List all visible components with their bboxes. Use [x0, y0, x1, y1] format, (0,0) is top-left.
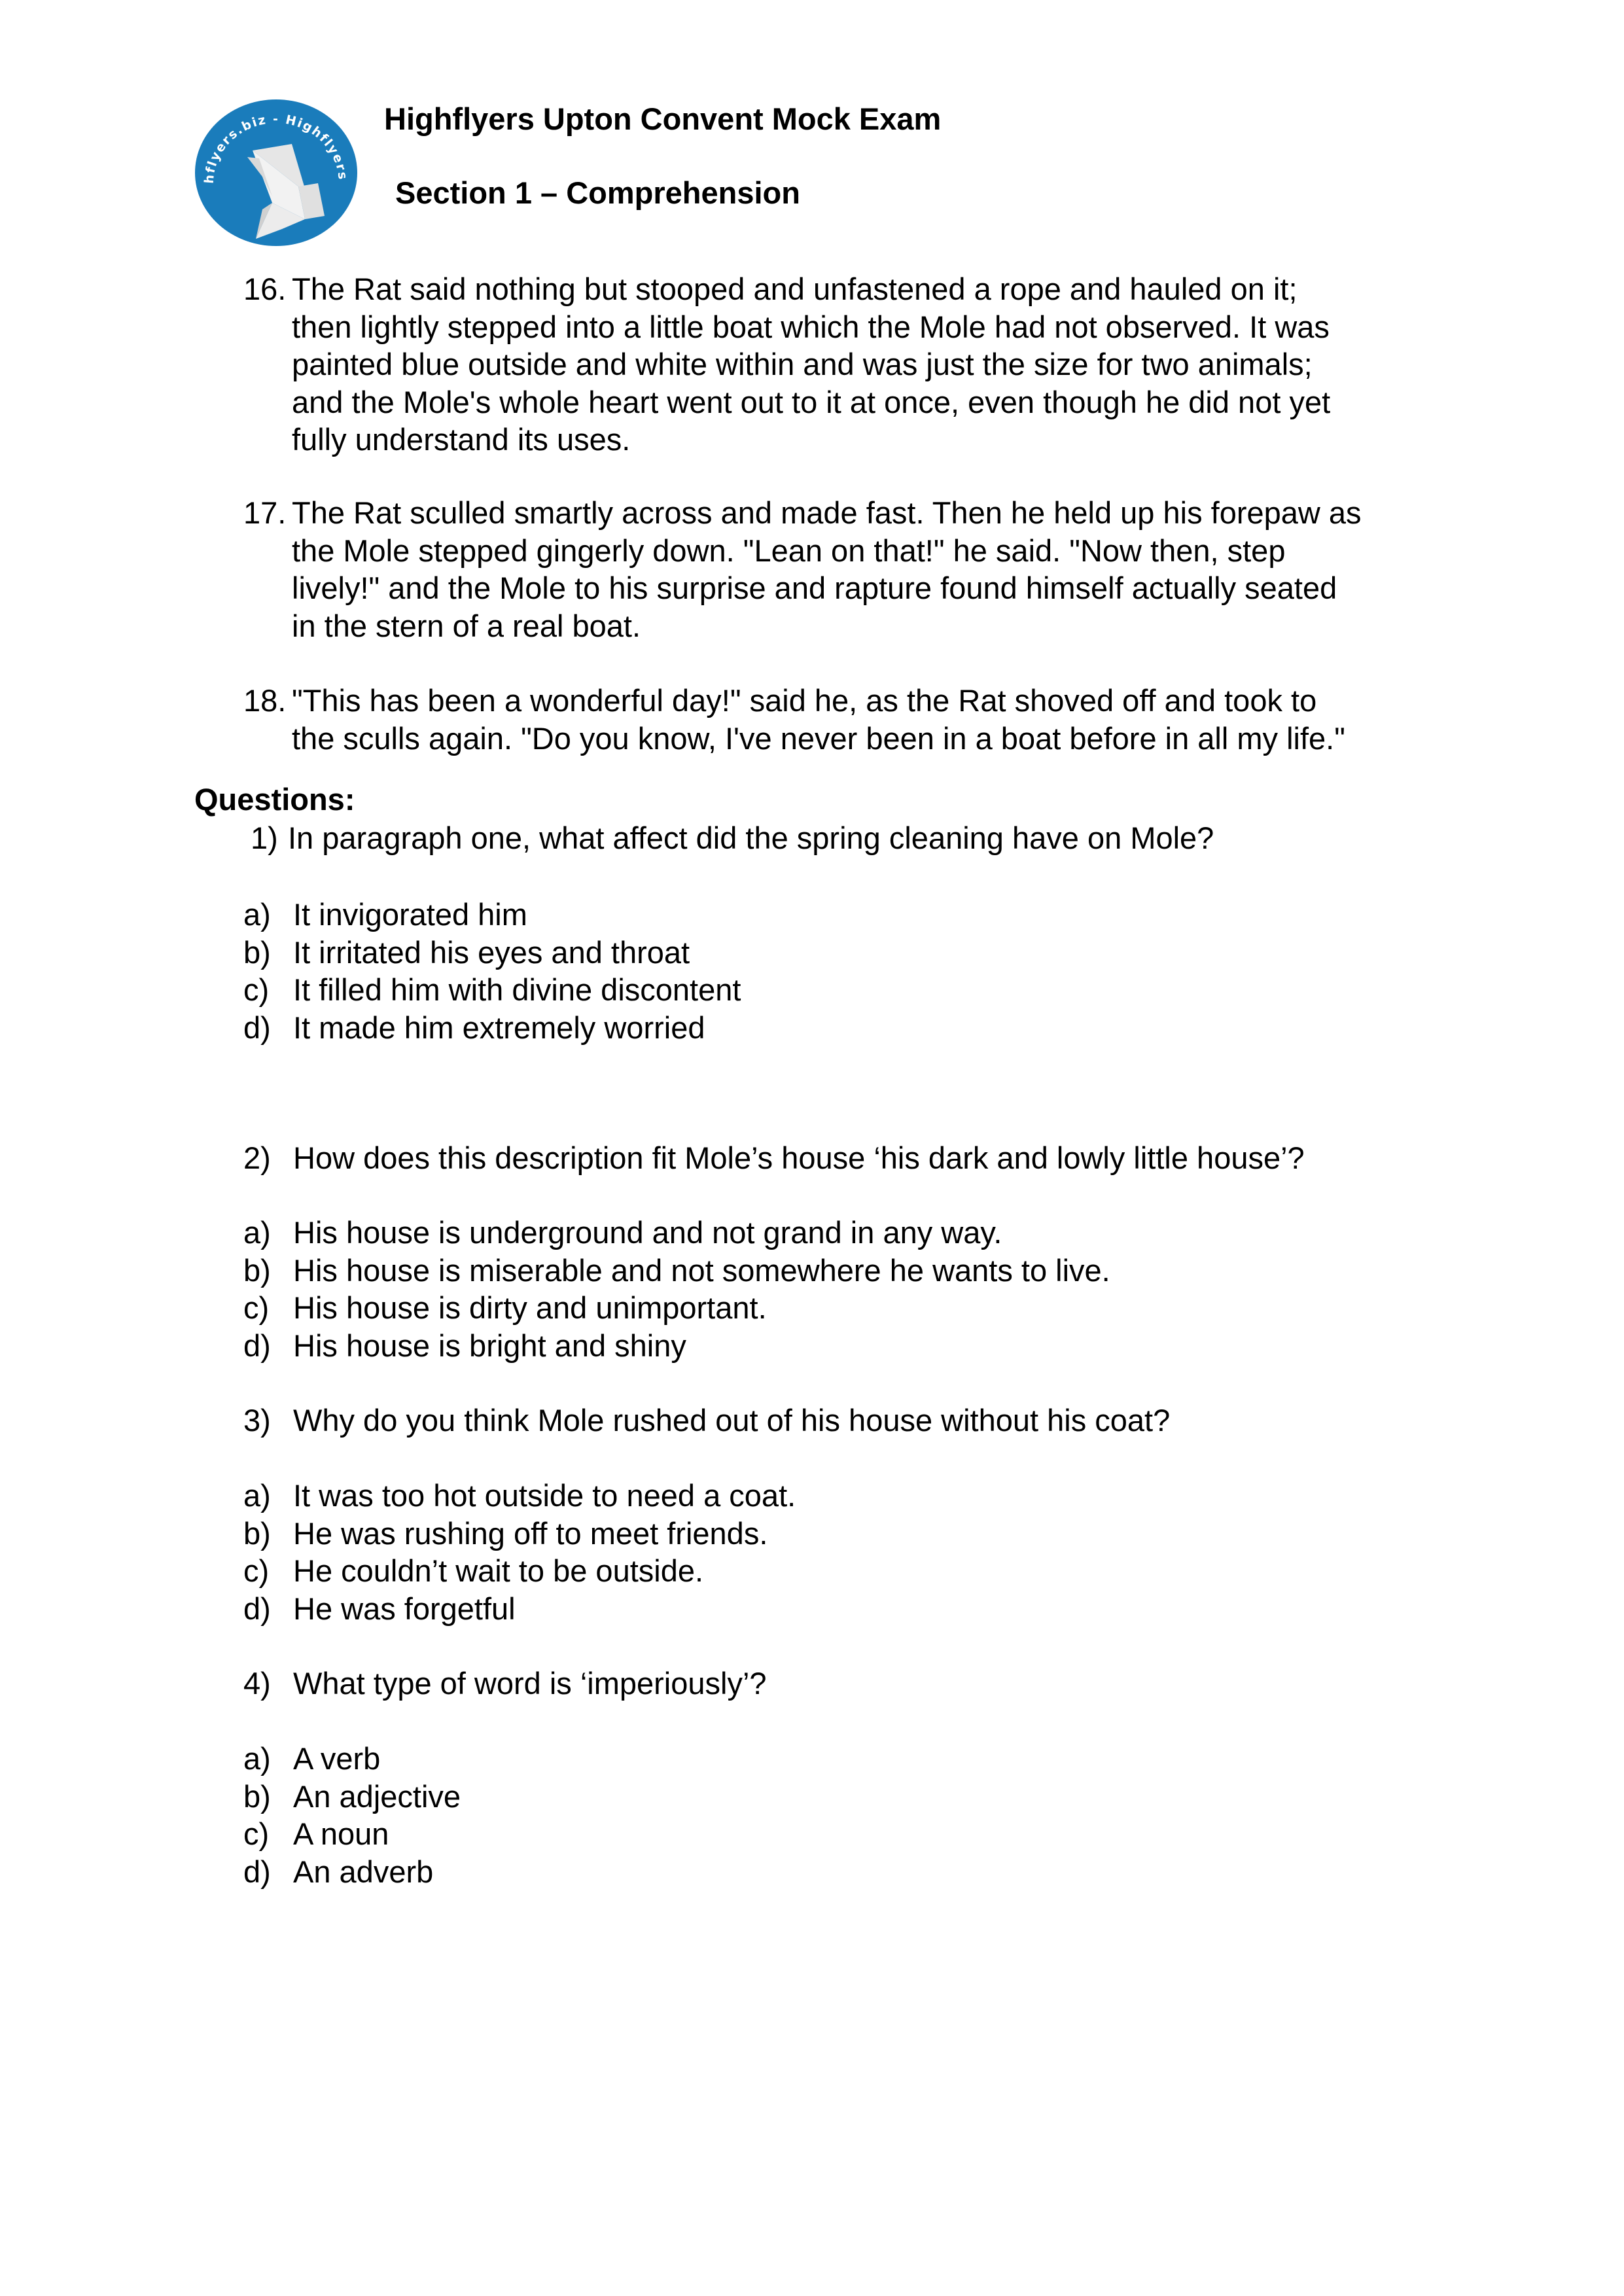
option-text: His house is underground and not grand in any way. — [293, 1215, 1002, 1250]
option-text: It filled him with divine discontent — [293, 972, 741, 1008]
option-text: He was rushing off to meet friends. — [293, 1515, 768, 1551]
option-letter: c) — [243, 1553, 270, 1589]
paragraph-number: 16. — [243, 272, 287, 306]
option-letter: d) — [243, 1328, 271, 1363]
paragraph-line: the Mole stepped gingerly down. "Lean on that!" he said. "Now then, step — [292, 533, 1286, 568]
question-text: Why do you think Mole rushed out of his house without his coat? — [293, 1403, 1171, 1438]
question-number: 2) — [243, 1140, 271, 1175]
option-text: His house is bright and shiny — [293, 1328, 686, 1363]
question-text: What type of word is ‘imperiously’? — [293, 1666, 767, 1701]
option-text: It was too hot outside to need a coat. — [293, 1478, 796, 1513]
paragraph-number: 17. — [243, 495, 287, 530]
paragraph-number: 18. — [243, 683, 287, 718]
option-letter: b) — [243, 934, 271, 970]
option-text: He was forgetful — [293, 1591, 516, 1626]
option-letter: c) — [243, 972, 270, 1008]
option-letter: d) — [243, 1591, 271, 1626]
question-text: How does this description fit Mole’s house ‘his dark and lowly little house’? — [293, 1140, 1305, 1175]
option-text: It invigorated him — [293, 897, 527, 932]
option-text: He couldn’t wait to be outside. — [293, 1553, 704, 1589]
option-letter: a) — [243, 897, 271, 932]
option-text: It irritated his eyes and throat — [293, 934, 690, 970]
option-text: A verb — [293, 1741, 381, 1776]
logo-text: hflyers.biz - Highflyers — [202, 112, 351, 185]
exam-title: Highflyers Upton Convent Mock Exam — [384, 101, 942, 136]
question-number: 4) — [243, 1666, 271, 1701]
paragraph-line: The Rat said nothing but stooped and unfastened a rope and hauled on it; — [292, 272, 1297, 306]
option-letter: a) — [243, 1741, 271, 1776]
option-letter: b) — [243, 1252, 271, 1288]
option-letter: c) — [243, 1816, 270, 1852]
questions-heading: Questions: — [194, 782, 355, 817]
option-letter: c) — [243, 1290, 270, 1326]
question-number: 1) — [251, 821, 278, 855]
paragraph-line: in the stern of a real boat. — [292, 608, 641, 643]
option-letter: a) — [243, 1215, 271, 1250]
option-letter: a) — [243, 1478, 271, 1513]
question-text: In paragraph one, what affect did the spring cleaning have on Mole? — [288, 821, 1214, 855]
option-letter: d) — [243, 1010, 271, 1045]
question-number: 3) — [243, 1403, 271, 1438]
paragraph-line: the sculls again. "Do you know, I've never been in a boat before in all my life." — [292, 720, 1345, 756]
option-text: An adverb — [293, 1854, 434, 1889]
origami-bird-logo-icon — [194, 98, 359, 247]
option-letter: d) — [243, 1854, 271, 1889]
option-text: It made him extremely worried — [293, 1010, 705, 1045]
section-title: Section 1 – Comprehension — [395, 175, 800, 210]
option-text: An adjective — [293, 1778, 461, 1814]
option-letter: b) — [243, 1778, 271, 1814]
paragraph-line: The Rat sculled smartly across and made fast. Then he held up his forepaw as — [292, 495, 1362, 530]
paragraph-line: and the Mole's whole heart went out to it at once, even though he did not yet — [292, 384, 1331, 419]
option-text: His house is dirty and unimportant. — [293, 1290, 767, 1326]
option-letter: b) — [243, 1515, 271, 1551]
highflyers-logo — [194, 98, 359, 247]
paragraph-line: "This has been a wonderful day!" said he, as the Rat shoved off and took to — [292, 683, 1317, 718]
paragraph-line: fully understand its uses. — [292, 422, 631, 457]
paragraph-line: then lightly stepped into a little boat which the Mole had not observed. It was — [292, 309, 1330, 344]
paragraph-line: painted blue outside and white within and was just the size for two animals; — [292, 347, 1313, 381]
option-text: His house is miserable and not somewhere he wants to live. — [293, 1252, 1110, 1288]
paragraph-line: lively!" and the Mole to his surprise and rapture found himself actually seated — [292, 571, 1337, 605]
option-text: A noun — [293, 1816, 389, 1852]
